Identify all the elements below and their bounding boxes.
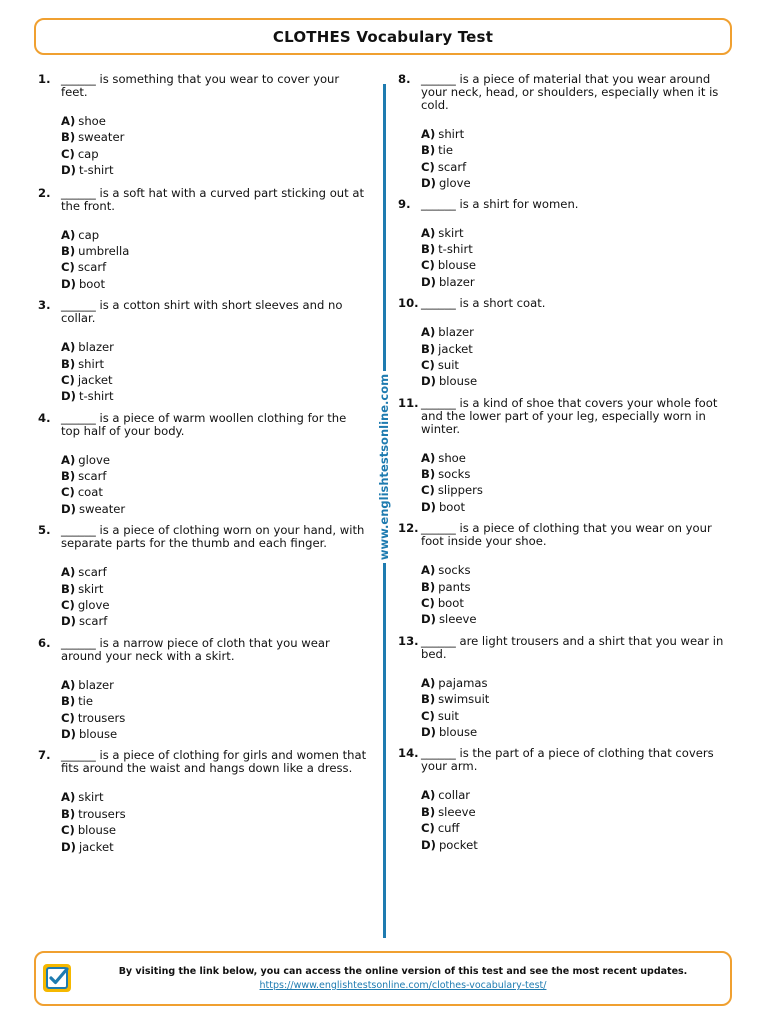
question-number: 8. (398, 72, 411, 86)
question-text: ______ is a short coat. (421, 296, 546, 311)
footer-link[interactable]: https://www.englishtestsonline.com/clothes-vocabulary-test/ (259, 980, 547, 991)
answer-option (421, 562, 728, 578)
question-11 (398, 397, 728, 516)
option-text: pants (438, 579, 471, 594)
answer-option (421, 499, 728, 515)
option-text: blazer (438, 274, 475, 289)
question-1 (38, 73, 368, 179)
question-number: 9. (398, 196, 411, 211)
option-text: pocket (438, 837, 478, 852)
answer-option (61, 339, 368, 355)
question-6 (38, 637, 368, 743)
option-letter: D) (61, 726, 76, 741)
answer-option (61, 243, 368, 259)
answer-option (61, 839, 368, 855)
question-8 (398, 73, 728, 192)
option-letter: D) (421, 499, 436, 514)
answer-option (421, 450, 728, 466)
option-letter: D) (61, 839, 76, 854)
option-text: suit (437, 357, 459, 372)
answer-option (421, 675, 728, 691)
answer-option (61, 468, 368, 484)
option-text: jacket (438, 341, 473, 356)
answer-option (61, 677, 368, 693)
answer-option (61, 259, 368, 275)
answer-options (61, 339, 368, 405)
option-letter: B) (61, 581, 76, 596)
option-text: glove (77, 598, 110, 613)
answer-option (61, 710, 368, 726)
answer-option (61, 113, 368, 129)
question-text: ______ is a piece of warm woollen clothing for the top half of your body. (61, 410, 347, 438)
answer-option (61, 372, 368, 388)
option-text: blouse (437, 258, 477, 273)
footer-box (34, 951, 732, 1006)
option-text: t-shirt (78, 163, 114, 178)
option-letter: D) (421, 374, 436, 389)
option-text: umbrella (78, 243, 130, 258)
answer-option (61, 789, 368, 805)
option-text: cap (78, 227, 100, 242)
option-letter: C) (421, 483, 435, 498)
option-letter: A) (61, 227, 76, 242)
answer-option (61, 146, 368, 162)
option-letter: C) (421, 821, 435, 836)
option-text: coat (77, 485, 103, 500)
answer-option (421, 175, 728, 191)
option-letter: A) (421, 225, 436, 240)
option-letter: B) (61, 806, 76, 821)
footer-text: By visiting the link below, you can access the online version of this test and see the most recent updates. (118, 966, 688, 977)
option-text: blouse (78, 726, 118, 741)
option-text: boot (438, 499, 466, 514)
answer-options (421, 675, 728, 741)
option-letter: B) (61, 243, 76, 258)
option-text: scarf (78, 614, 108, 629)
option-text: shoe (78, 114, 106, 128)
title-box (34, 18, 732, 55)
option-letter: D) (61, 163, 76, 178)
question-4 (38, 412, 368, 518)
option-text: glove (78, 452, 110, 467)
answer-option (421, 466, 728, 482)
question-text: ______ is a narrow piece of cloth that you wear around your neck with a skirt. (61, 635, 330, 663)
question-text: ______ is the part of a piece of clothing that covers your arm. (421, 746, 714, 774)
option-text: boot (437, 596, 464, 611)
option-letter: A) (61, 452, 76, 467)
option-text: socks (438, 563, 471, 578)
answer-option (421, 691, 728, 707)
option-letter: A) (421, 325, 436, 340)
answer-options (61, 789, 368, 855)
option-letter: B) (61, 469, 76, 484)
option-letter: A) (61, 114, 76, 128)
option-letter: A) (421, 127, 436, 141)
option-letter: C) (61, 260, 75, 275)
answer-options (61, 452, 368, 518)
question-3 (38, 299, 368, 405)
option-text: blazer (78, 677, 114, 692)
option-letter: D) (61, 276, 76, 291)
answer-option (61, 356, 368, 372)
column-divider-bottom (383, 563, 386, 938)
option-text: tie (438, 143, 454, 158)
option-text: scarf (78, 565, 107, 580)
question-number: 5. (38, 523, 51, 538)
option-letter: C) (61, 823, 75, 838)
question-text: ______ are light trousers and a shirt that you wear in bed. (421, 633, 724, 661)
option-text: sweater (78, 130, 125, 145)
question-text: ______ is a piece of clothing that you wear on your foot inside your shoe. (421, 521, 712, 549)
answer-option (61, 484, 368, 500)
answer-option (421, 225, 728, 241)
option-text: blazer (438, 325, 474, 340)
answer-option (421, 241, 728, 257)
option-letter: B) (421, 692, 436, 707)
option-text: suit (437, 708, 459, 723)
answer-option (421, 257, 728, 273)
question-5 (38, 524, 368, 630)
question-number: 14. (398, 746, 419, 761)
question-text: ______ is a cotton shirt with short sleeves and no collar. (61, 298, 343, 326)
question-text: ______ is something that you wear to cover your feet. (61, 72, 340, 99)
question-number: 7. (38, 748, 51, 763)
question-number: 1. (38, 72, 51, 86)
question-number: 13. (398, 633, 419, 648)
option-letter: B) (421, 143, 436, 158)
option-text: shirt (78, 356, 105, 371)
option-letter: C) (421, 596, 435, 611)
answer-option (421, 324, 728, 340)
answer-option (61, 564, 368, 580)
option-text: skirt (438, 225, 464, 240)
answer-options (421, 562, 728, 628)
question-number: 12. (398, 521, 419, 536)
answer-option (421, 820, 728, 836)
option-text: sleeve (438, 612, 477, 627)
option-letter: B) (421, 241, 436, 256)
right-column (398, 73, 728, 853)
option-letter: C) (61, 710, 75, 725)
question-9 (398, 198, 728, 291)
option-text: cuff (437, 821, 460, 836)
answer-option (61, 276, 368, 292)
option-letter: B) (421, 341, 436, 356)
option-text: cap (77, 146, 99, 161)
option-text: scarf (77, 260, 107, 275)
option-text: shoe (438, 450, 466, 465)
question-number: 2. (38, 185, 51, 200)
answer-option (421, 142, 728, 158)
answer-option (421, 341, 728, 357)
answer-option (61, 726, 368, 742)
answer-option (61, 613, 368, 629)
answer-option (61, 129, 368, 145)
option-letter: C) (61, 146, 75, 161)
vertical-site-url: www.englishtestsonline.com (377, 373, 391, 561)
column-divider-top (383, 84, 386, 371)
question-text: ______ is a shirt for women. (421, 196, 579, 211)
answer-option (421, 787, 728, 803)
option-letter: C) (61, 372, 75, 387)
option-text: slippers (437, 483, 483, 498)
option-letter: A) (61, 340, 76, 355)
answer-options (61, 677, 368, 743)
option-text: blouse (438, 374, 478, 389)
question-14 (398, 747, 728, 853)
option-text: shirt (438, 127, 465, 141)
option-text: t-shirt (438, 241, 473, 256)
question-13 (398, 635, 728, 741)
answer-options (421, 225, 728, 291)
answer-option (61, 693, 368, 709)
option-text: sweater (78, 501, 126, 516)
answer-option (61, 581, 368, 597)
answer-option (61, 597, 368, 613)
option-text: swimsuit (438, 692, 490, 707)
option-letter: D) (61, 614, 76, 629)
answer-option (61, 388, 368, 404)
option-letter: C) (421, 357, 435, 372)
option-text: sleeve (438, 804, 476, 819)
option-text: jacket (78, 839, 114, 854)
option-letter: A) (421, 563, 436, 578)
option-text: scarf (437, 159, 467, 174)
answer-option (61, 806, 368, 822)
option-letter: B) (421, 579, 436, 594)
question-number: 6. (38, 635, 51, 650)
checkbox-check-icon (42, 963, 72, 993)
answer-option (61, 822, 368, 838)
option-letter: D) (421, 274, 436, 289)
option-text: collar (438, 788, 471, 803)
option-letter: D) (61, 501, 76, 516)
question-7 (38, 749, 368, 855)
option-letter: B) (421, 467, 436, 482)
answer-option (421, 611, 728, 627)
answer-option (421, 482, 728, 498)
question-number: 4. (38, 410, 51, 425)
option-letter: D) (421, 612, 436, 627)
answer-options (61, 564, 368, 630)
option-text: scarf (78, 469, 107, 484)
answer-option (421, 837, 728, 853)
option-text: socks (438, 467, 471, 482)
option-letter: B) (421, 804, 436, 819)
option-text: blouse (77, 823, 117, 838)
left-column (38, 73, 368, 855)
option-text: skirt (78, 581, 104, 596)
answer-option (421, 579, 728, 595)
answer-option (61, 501, 368, 517)
option-letter: C) (421, 159, 435, 174)
question-text: ______ is a soft hat with a curved part sticking out at the front. (61, 185, 365, 213)
option-letter: C) (61, 485, 75, 500)
answer-options (421, 787, 728, 853)
answer-option (421, 724, 728, 740)
option-text: blazer (78, 340, 114, 355)
answer-option (421, 804, 728, 820)
option-text: t-shirt (78, 389, 114, 404)
answer-option (421, 126, 728, 142)
option-letter: A) (421, 675, 436, 690)
question-10 (398, 297, 728, 390)
page-title: CLOTHES Vocabulary Test (272, 27, 494, 46)
option-letter: B) (61, 694, 76, 709)
answer-option (61, 452, 368, 468)
option-text: jacket (77, 372, 113, 387)
question-text: ______ is a kind of shoe that covers your whole foot and the lower part of your leg, especially worn in winter. (421, 395, 718, 436)
option-text: boot (78, 276, 106, 291)
answer-options (61, 227, 368, 293)
option-text: pajamas (438, 675, 488, 690)
question-text: ______ is a piece of clothing for girls and women that fits around the waist and hangs down like a dress. (61, 748, 367, 776)
answer-option (421, 373, 728, 389)
option-letter: D) (61, 389, 76, 404)
answer-option (421, 595, 728, 611)
question-2 (38, 187, 368, 293)
answer-option (421, 274, 728, 290)
question-text: ______ is a piece of material that you wear around your neck, head, or shoulders, especially when it is cold. (421, 72, 719, 112)
option-letter: A) (61, 790, 76, 805)
option-letter: A) (61, 677, 76, 692)
answer-option (421, 357, 728, 373)
option-letter: D) (421, 176, 436, 191)
answer-options (421, 126, 728, 192)
question-number: 11. (398, 395, 419, 410)
option-letter: D) (421, 724, 436, 739)
answer-option (61, 227, 368, 243)
option-text: blouse (438, 724, 478, 739)
question-text: ______ is a piece of clothing worn on your hand, with separate parts for the thumb and each finger. (61, 523, 365, 551)
question-12 (398, 522, 728, 628)
question-number: 10. (398, 296, 419, 311)
answer-options (61, 113, 368, 179)
answer-option (61, 162, 368, 178)
option-letter: A) (61, 565, 76, 580)
option-letter: C) (421, 708, 435, 723)
option-letter: D) (421, 837, 436, 852)
option-letter: C) (421, 258, 435, 273)
option-letter: B) (61, 130, 76, 145)
option-text: trousers (77, 710, 126, 725)
option-text: glove (438, 176, 471, 191)
option-letter: C) (61, 598, 75, 613)
answer-option (421, 159, 728, 175)
option-letter: A) (421, 450, 436, 465)
answer-options (421, 324, 728, 390)
option-letter: A) (421, 788, 436, 803)
question-number: 3. (38, 298, 51, 313)
answer-options (421, 450, 728, 516)
option-text: skirt (78, 790, 104, 805)
option-text: tie (78, 694, 94, 709)
option-letter: B) (61, 356, 76, 371)
option-text: trousers (78, 806, 126, 821)
answer-option (421, 708, 728, 724)
